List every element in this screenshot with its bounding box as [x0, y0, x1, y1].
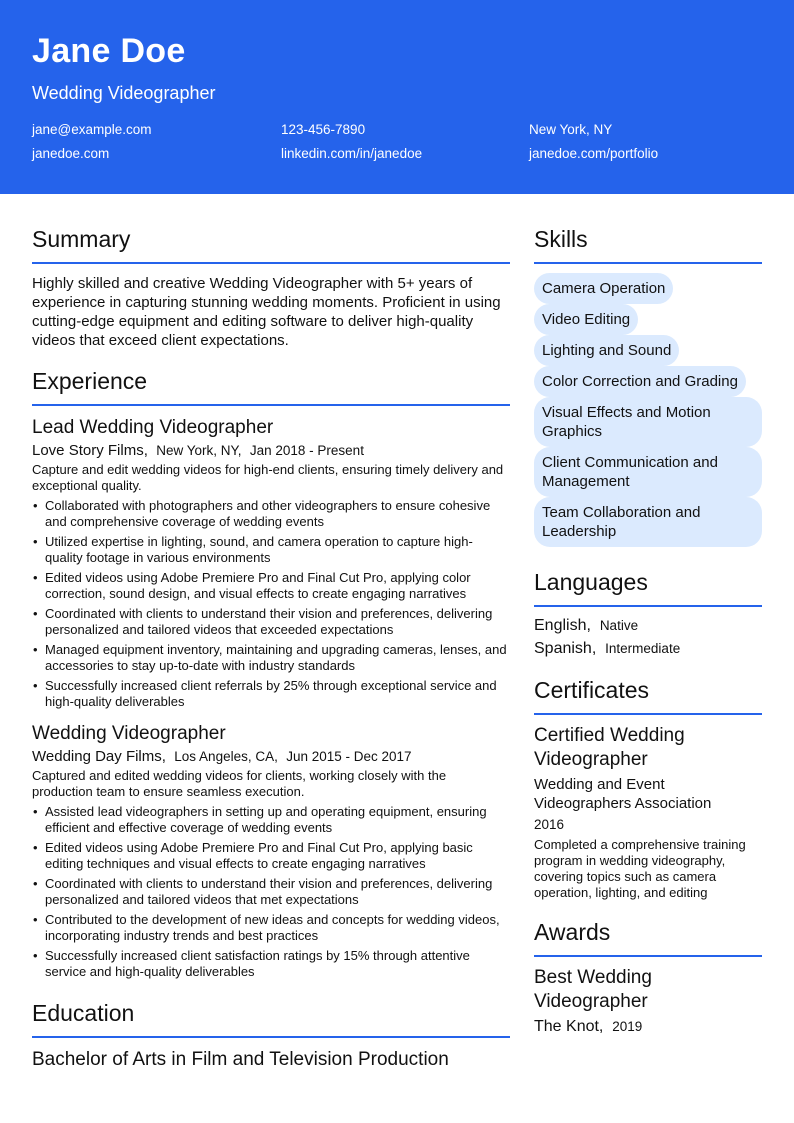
language-name: English, — [534, 617, 591, 634]
header-banner — [0, 0, 794, 194]
language-level: Intermediate — [605, 641, 681, 656]
job-location: New York, NY, — [156, 443, 242, 458]
candidate-role: Wedding Videographer — [32, 83, 216, 103]
contact-portfolio[interactable]: janedoe.com/portfolio — [529, 146, 659, 161]
certificate-year: 2016 — [534, 817, 565, 832]
contact-phone[interactable]: 123-456-7890 — [281, 122, 366, 137]
job-title: Wedding Videographer — [32, 723, 226, 744]
certificates-section — [534, 677, 762, 901]
contact-website[interactable]: janedoe.com — [32, 146, 110, 161]
skills-list — [534, 273, 762, 547]
skill-pill: Color Correction and Grading — [534, 366, 746, 397]
job-location: Los Angeles, CA, — [174, 749, 278, 764]
list-item: • Assisted lead videographers in setting up and operating equipment, ensuring efficient and effective coverage of wedding events — [32, 804, 510, 836]
job-company: Wedding Day Films, — [32, 748, 166, 765]
job-title: Lead Wedding Videographer — [32, 417, 274, 438]
list-item: • Coordinated with clients to understand their vision and preferences, delivering personalized and tailored videos that met expectations — [32, 876, 510, 908]
languages-section — [534, 569, 762, 659]
contact-linkedin[interactable]: linkedin.com/in/janedoe — [281, 146, 423, 161]
list-item: • Successfully increased client satisfaction ratings by 15% through attentive service and high-quality deliverables — [32, 948, 510, 980]
certificates-heading: Certificates — [534, 677, 762, 715]
job-bullets — [32, 804, 510, 980]
summary-section — [32, 226, 510, 350]
education-heading: Education — [32, 1000, 510, 1038]
job-description: Captured and edited wedding videos for clients, working closely with the production team to ensure seamless execution. — [32, 768, 447, 799]
summary-text: Highly skilled and creative Wedding Videographer with 5+ years of experience in capturing stunning wedding moments. Proficient in using cutting-edge equipment and editing software to deliver high-quality videos that exceed client expectations. — [32, 275, 501, 349]
award-year: 2019 — [612, 1019, 643, 1034]
award-name: Best Wedding Videographer — [534, 967, 652, 1012]
awards-heading: Awards — [534, 919, 762, 957]
list-item: • Utilized expertise in lighting, sound, and camera operation to capture high-quality footage in various environments — [32, 534, 510, 566]
main-column — [32, 226, 510, 1071]
list-item: • Managed equipment inventory, maintaining and upgrading cameras, lenses, and accessories to stay up-to-date with industry standards — [32, 642, 510, 674]
job-description: Capture and edit wedding videos for high-end clients, ensuring timely delivery and exceptional quality. — [32, 462, 504, 493]
certificate-description: Completed a comprehensive training program in wedding videography, covering topics such as camera operation, lighting, and editing — [534, 837, 746, 900]
list-item: • Successfully increased client referrals by 25% through exceptional service and high-quality deliverables — [32, 678, 510, 710]
skills-section — [534, 226, 762, 547]
list-item: • Edited videos using Adobe Premiere Pro and Final Cut Pro, applying color correction, sound design, and visual effects to create engaging narratives — [32, 570, 510, 602]
skill-pill: Team Collaboration and Leadership — [534, 497, 762, 547]
skill-pill: Client Communication and Management — [534, 447, 762, 497]
award-item — [534, 966, 762, 1037]
list-item: • Collaborated with photographers and other videographers to ensure cohesive and comprehensive coverage of wedding events — [32, 498, 510, 530]
education-section — [32, 1000, 510, 1071]
skill-pill: Visual Effects and Motion Graphics — [534, 397, 762, 447]
summary-heading: Summary — [32, 226, 510, 264]
award-issuer: The Knot, — [534, 1018, 604, 1035]
candidate-name: Jane Doe — [32, 32, 186, 70]
certificate-org: Wedding and Event Videographers Association — [534, 776, 712, 812]
contact-location: New York, NY — [529, 122, 613, 137]
languages-list — [534, 616, 762, 659]
certificate-item — [534, 724, 762, 901]
job-dates: Jan 2018 - Present — [249, 443, 364, 458]
skill-pill: Camera Operation — [534, 273, 673, 304]
job-entry — [32, 722, 510, 980]
education-degree: Bachelor of Arts in Film and Television Production — [32, 1049, 449, 1070]
experience-section — [32, 368, 510, 980]
certificate-name: Certified Wedding Videographer — [534, 725, 685, 770]
experience-heading: Experience — [32, 368, 510, 406]
languages-heading: Languages — [534, 569, 762, 607]
job-company: Love Story Films, — [32, 442, 148, 459]
language-item — [534, 639, 762, 659]
language-name: Spanish, — [534, 640, 597, 657]
awards-section — [534, 919, 762, 1037]
sidebar-column — [534, 226, 762, 1040]
list-item: • Contributed to the development of new ideas and concepts for wedding videos, incorporating industry trends and best practices — [32, 912, 510, 944]
skills-heading: Skills — [534, 226, 762, 264]
contact-email[interactable]: jane@example.com — [32, 122, 152, 137]
list-item: • Edited videos using Adobe Premiere Pro and Final Cut Pro, applying basic editing techniques and visual effects to create engaging narratives — [32, 840, 510, 872]
award-meta — [534, 1017, 762, 1037]
job-dates: Jun 2015 - Dec 2017 — [286, 749, 412, 764]
job-meta — [32, 747, 510, 766]
job-bullets — [32, 498, 510, 710]
language-level: Native — [599, 618, 639, 633]
skill-pill: Lighting and Sound — [534, 335, 679, 366]
skill-pill: Video Editing — [534, 304, 638, 335]
job-entry — [32, 416, 510, 710]
list-item: • Coordinated with clients to understand their vision and preferences, delivering personalized and tailored videos that exceeded expectations — [32, 606, 510, 638]
language-item — [534, 616, 762, 636]
job-meta — [32, 441, 510, 460]
